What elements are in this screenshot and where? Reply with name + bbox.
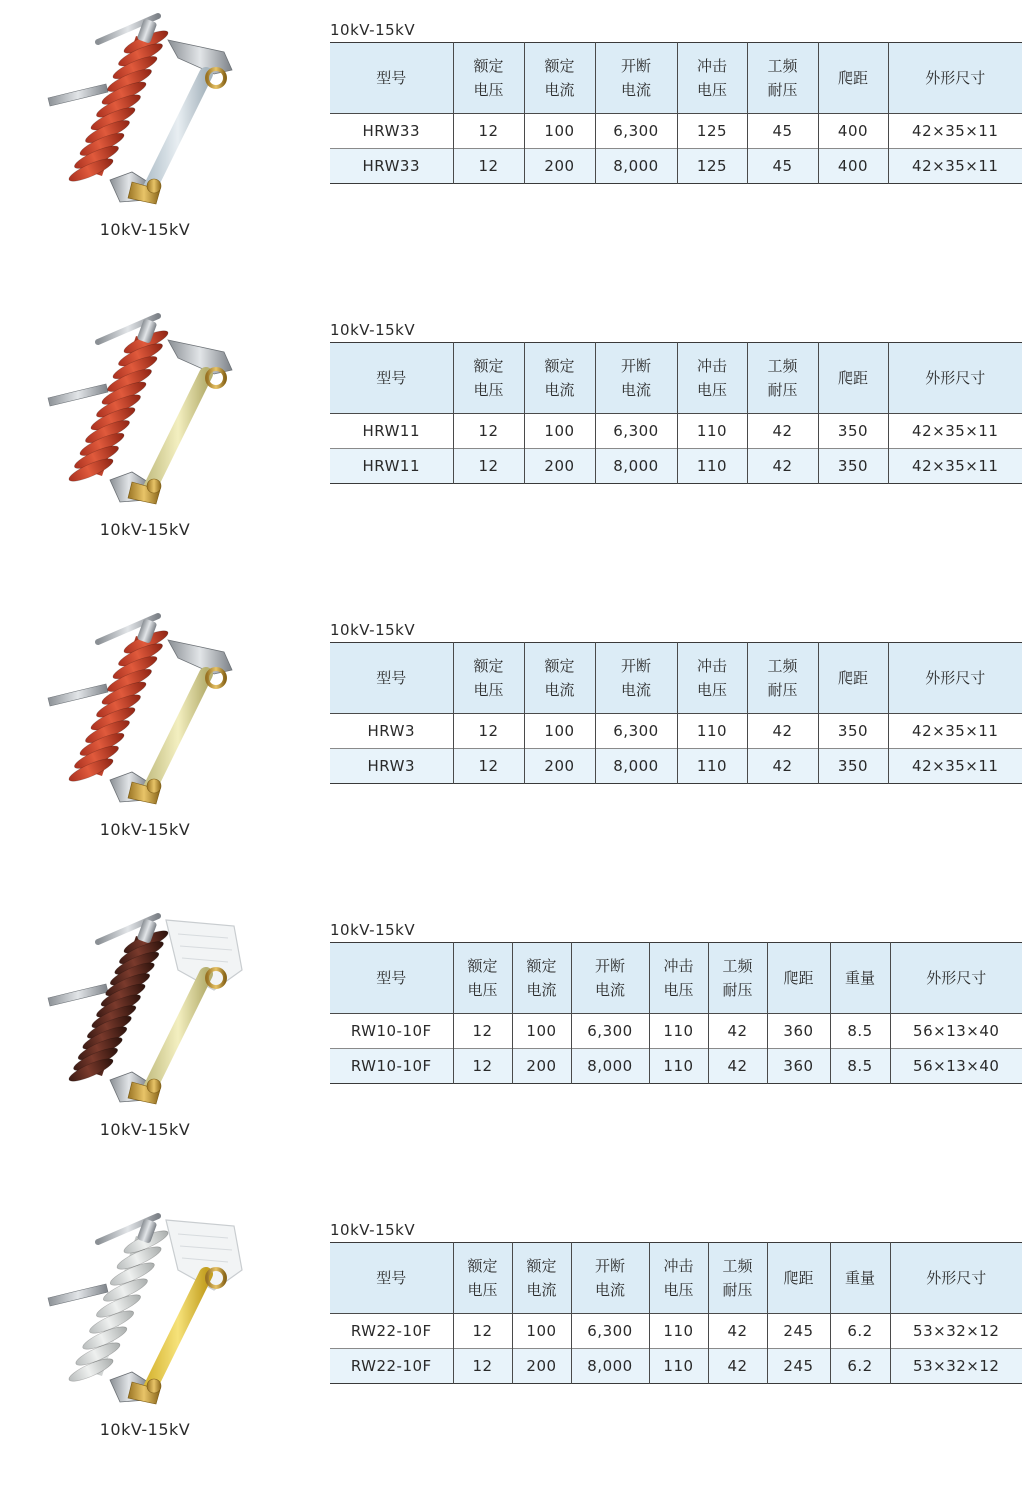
table-row (330, 1014, 1022, 1049)
product-caption: 10kV-15kV (99, 1120, 191, 1139)
column-header (330, 643, 453, 714)
table-cell: 125 (677, 149, 747, 184)
column-header-line: 耐压 (722, 1281, 753, 1299)
white-porcelain-fuse-cutout-image (28, 1212, 268, 1412)
table-cell: 8,000 (571, 1349, 649, 1384)
column-header-line: 外形尺寸 (925, 69, 986, 87)
column-header (767, 943, 830, 1014)
table-cell: 200 (524, 449, 595, 484)
column-header (677, 343, 747, 414)
red-insulator-fuse-cutout-image (28, 312, 268, 512)
column-header-line: 开断 (620, 357, 651, 375)
table-row (330, 1349, 1022, 1384)
column-header-line: 冲击 (696, 357, 727, 375)
product-caption: 10kV-15kV (99, 1420, 191, 1439)
column-header-line: 爬距 (837, 69, 868, 87)
table-cell: 8,000 (595, 149, 677, 184)
column-header (453, 1243, 512, 1314)
column-header (818, 643, 888, 714)
column-header-line: 开断 (594, 957, 625, 975)
table-header-row (330, 43, 1022, 114)
product-section (0, 1200, 1028, 1500)
column-header (524, 643, 595, 714)
table-cell: 100 (524, 114, 595, 149)
table-row (330, 149, 1022, 184)
column-header (330, 943, 453, 1014)
table-cell: 110 (677, 749, 747, 784)
table-row (330, 1049, 1022, 1084)
column-header-line: 型号 (376, 369, 407, 387)
table-cell: 200 (524, 149, 595, 184)
model-cell: HRW3 (330, 714, 453, 749)
column-header (708, 943, 767, 1014)
table-row (330, 1314, 1022, 1349)
product-section (0, 0, 1028, 300)
model-cell: RW22-10F (330, 1349, 453, 1384)
table-cell: 42 (708, 1349, 767, 1384)
table-cell: 42 (708, 1314, 767, 1349)
table-cell: 100 (524, 414, 595, 449)
column-header-line: 耐压 (767, 681, 798, 699)
table-cell: 350 (818, 714, 888, 749)
column-header-line: 额定 (473, 357, 504, 375)
column-header (747, 43, 818, 114)
table-cell: 45 (747, 114, 818, 149)
column-header (571, 1243, 649, 1314)
column-header (888, 343, 1022, 414)
column-header-line: 开断 (594, 1257, 625, 1275)
table-cell: 100 (512, 1014, 571, 1049)
column-header-line: 电压 (696, 381, 727, 399)
table-cell: 45 (747, 149, 818, 184)
spec-block (330, 1220, 1022, 1384)
spec-table (330, 642, 1022, 784)
column-header (888, 43, 1022, 114)
table-cell: 350 (818, 414, 888, 449)
column-header-line: 电压 (473, 681, 504, 699)
column-header-line: 电流 (594, 1281, 625, 1299)
column-header-line: 电流 (620, 681, 651, 699)
column-header (677, 43, 747, 114)
column-header (595, 643, 677, 714)
table-cell: 6,300 (595, 114, 677, 149)
column-header-line: 电流 (544, 81, 575, 99)
column-header (830, 1243, 890, 1314)
column-header (512, 1243, 571, 1314)
table-cell: 42 (747, 449, 818, 484)
product-caption: 10kV-15kV (99, 520, 191, 539)
column-header-line: 额定 (526, 1257, 557, 1275)
table-cell: 12 (453, 1349, 512, 1384)
column-header (330, 1243, 453, 1314)
table-cell: 6,300 (571, 1014, 649, 1049)
column-header (330, 43, 453, 114)
column-header-line: 电流 (544, 381, 575, 399)
spec-block (330, 320, 1022, 484)
column-header-line: 冲击 (663, 1257, 694, 1275)
table-cell: 350 (818, 449, 888, 484)
table-cell: 42 (747, 414, 818, 449)
product-section (0, 300, 1028, 600)
model-cell: HRW11 (330, 414, 453, 449)
column-header-line: 电压 (473, 381, 504, 399)
table-cell: 110 (677, 714, 747, 749)
table-cell: 53×32×12 (890, 1349, 1022, 1384)
table-cell: 360 (767, 1014, 830, 1049)
table-cell: 8.5 (830, 1014, 890, 1049)
red-insulator-fuse-cutout-image (28, 12, 268, 212)
column-header-line: 外形尺寸 (925, 369, 986, 387)
column-header-line: 外形尺寸 (926, 969, 987, 987)
column-header-line: 电流 (594, 981, 625, 999)
table-cell: 110 (649, 1014, 708, 1049)
table-cell: 400 (818, 149, 888, 184)
column-header (595, 43, 677, 114)
column-header (818, 43, 888, 114)
brown-porcelain-fuse-cutout-image (28, 912, 268, 1112)
model-cell: RW10-10F (330, 1014, 453, 1049)
table-cell: 110 (677, 414, 747, 449)
table-cell: 12 (453, 749, 524, 784)
table-cell: 200 (512, 1349, 571, 1384)
column-header (890, 943, 1022, 1014)
spec-table-title: 10kV-15kV (330, 21, 416, 39)
column-header (595, 343, 677, 414)
column-header (453, 343, 524, 414)
spec-block (330, 620, 1022, 784)
column-header-line: 额定 (544, 657, 575, 675)
column-header-line: 爬距 (837, 369, 868, 387)
table-cell: 100 (512, 1314, 571, 1349)
spec-table (330, 342, 1022, 484)
column-header (890, 1243, 1022, 1314)
table-cell: 42 (708, 1014, 767, 1049)
table-cell: 245 (767, 1314, 830, 1349)
column-header-line: 爬距 (783, 1269, 814, 1287)
table-row (330, 114, 1022, 149)
column-header-line: 额定 (544, 57, 575, 75)
model-cell: HRW33 (330, 149, 453, 184)
column-header-line: 电流 (526, 1281, 557, 1299)
column-header-line: 耐压 (722, 981, 753, 999)
table-cell: 8,000 (595, 749, 677, 784)
table-cell: 100 (524, 714, 595, 749)
column-header-line: 额定 (467, 957, 498, 975)
table-cell: 42 (747, 749, 818, 784)
spec-block (330, 920, 1022, 1084)
red-insulator-fuse-cutout-image (28, 612, 268, 812)
column-header-line: 型号 (376, 69, 407, 87)
table-cell: 6,300 (595, 714, 677, 749)
table-row (330, 449, 1022, 484)
model-cell: RW22-10F (330, 1314, 453, 1349)
table-cell: 110 (649, 1349, 708, 1384)
table-cell: 42×35×11 (888, 414, 1022, 449)
column-header-line: 电流 (620, 81, 651, 99)
spec-table (330, 42, 1022, 184)
table-cell: 42×35×11 (888, 749, 1022, 784)
table-cell: 400 (818, 114, 888, 149)
column-header-line: 电流 (544, 681, 575, 699)
table-cell: 53×32×12 (890, 1314, 1022, 1349)
column-header (677, 643, 747, 714)
column-header-line: 外形尺寸 (926, 1269, 987, 1287)
column-header-line: 开断 (620, 657, 651, 675)
column-header (708, 1243, 767, 1314)
table-cell: 8,000 (595, 449, 677, 484)
table-cell: 12 (453, 1049, 512, 1084)
column-header (747, 643, 818, 714)
column-header-line: 冲击 (663, 957, 694, 975)
table-cell: 42 (708, 1049, 767, 1084)
column-header-line: 型号 (376, 969, 407, 987)
table-cell: 12 (453, 714, 524, 749)
table-header-row (330, 343, 1022, 414)
column-header-line: 工频 (767, 57, 798, 75)
column-header-line: 电压 (663, 1281, 694, 1299)
table-cell: 12 (453, 149, 524, 184)
column-header (453, 943, 512, 1014)
table-cell: 42×35×11 (888, 449, 1022, 484)
column-header-line: 外形尺寸 (925, 669, 986, 687)
table-header-row (330, 643, 1022, 714)
column-header-line: 重量 (844, 1269, 875, 1287)
model-cell: HRW11 (330, 449, 453, 484)
column-header-line: 型号 (376, 669, 407, 687)
table-cell: 12 (453, 1314, 512, 1349)
table-cell: 245 (767, 1349, 830, 1384)
column-header (649, 1243, 708, 1314)
table-row (330, 749, 1022, 784)
column-header (649, 943, 708, 1014)
column-header-line: 工频 (767, 357, 798, 375)
table-cell: 200 (524, 749, 595, 784)
column-header-line: 电压 (696, 681, 727, 699)
column-header-line: 电流 (620, 381, 651, 399)
spec-block (330, 20, 1022, 184)
model-cell: HRW3 (330, 749, 453, 784)
product-section (0, 900, 1028, 1200)
column-header (512, 943, 571, 1014)
table-cell: 200 (512, 1049, 571, 1084)
table-header-row (330, 943, 1022, 1014)
product-caption: 10kV-15kV (99, 220, 191, 239)
column-header (888, 643, 1022, 714)
column-header-line: 电流 (526, 981, 557, 999)
column-header (767, 1243, 830, 1314)
column-header-line: 额定 (473, 657, 504, 675)
column-header (830, 943, 890, 1014)
spec-table-title: 10kV-15kV (330, 621, 416, 639)
spec-table-title: 10kV-15kV (330, 1221, 416, 1239)
column-header-line: 电压 (467, 1281, 498, 1299)
product-section (0, 600, 1028, 900)
table-cell: 12 (453, 114, 524, 149)
table-cell: 110 (677, 449, 747, 484)
table-cell: 6,300 (571, 1314, 649, 1349)
column-header-line: 冲击 (696, 657, 727, 675)
table-cell: 6.2 (830, 1314, 890, 1349)
column-header (818, 343, 888, 414)
table-cell: 42×35×11 (888, 149, 1022, 184)
column-header-line: 型号 (376, 1269, 407, 1287)
column-header-line: 爬距 (837, 669, 868, 687)
table-cell: 350 (818, 749, 888, 784)
table-cell: 360 (767, 1049, 830, 1084)
column-header (330, 343, 453, 414)
table-cell: 110 (649, 1314, 708, 1349)
product-caption: 10kV-15kV (99, 820, 191, 839)
column-header-line: 耐压 (767, 381, 798, 399)
model-cell: HRW33 (330, 114, 453, 149)
table-cell: 8,000 (571, 1049, 649, 1084)
table-cell: 110 (649, 1049, 708, 1084)
column-header-line: 电压 (473, 81, 504, 99)
table-cell: 42×35×11 (888, 114, 1022, 149)
column-header-line: 耐压 (767, 81, 798, 99)
column-header-line: 重量 (844, 969, 875, 987)
column-header (453, 43, 524, 114)
column-header-line: 额定 (473, 57, 504, 75)
spec-table (330, 942, 1022, 1084)
table-cell: 42 (747, 714, 818, 749)
table-cell: 12 (453, 1014, 512, 1049)
column-header-line: 额定 (467, 1257, 498, 1275)
column-header-line: 开断 (620, 57, 651, 75)
table-cell: 8.5 (830, 1049, 890, 1084)
spec-table (330, 1242, 1022, 1384)
table-cell: 56×13×40 (890, 1049, 1022, 1084)
column-header (571, 943, 649, 1014)
column-header-line: 冲击 (696, 57, 727, 75)
column-header-line: 工频 (722, 957, 753, 975)
table-cell: 56×13×40 (890, 1014, 1022, 1049)
table-row (330, 714, 1022, 749)
table-cell: 6.2 (830, 1349, 890, 1384)
table-cell: 6,300 (595, 414, 677, 449)
column-header-line: 额定 (526, 957, 557, 975)
table-row (330, 414, 1022, 449)
column-header-line: 电压 (696, 81, 727, 99)
spec-table-title: 10kV-15kV (330, 921, 416, 939)
table-cell: 12 (453, 449, 524, 484)
column-header (524, 343, 595, 414)
column-header-line: 额定 (544, 357, 575, 375)
table-cell: 125 (677, 114, 747, 149)
column-header (747, 343, 818, 414)
model-cell: RW10-10F (330, 1049, 453, 1084)
column-header (524, 43, 595, 114)
table-header-row (330, 1243, 1022, 1314)
table-cell: 42×35×11 (888, 714, 1022, 749)
spec-table-title: 10kV-15kV (330, 321, 416, 339)
column-header-line: 爬距 (783, 969, 814, 987)
column-header (453, 643, 524, 714)
column-header-line: 电压 (663, 981, 694, 999)
column-header-line: 电压 (467, 981, 498, 999)
column-header-line: 工频 (767, 657, 798, 675)
table-cell: 12 (453, 414, 524, 449)
column-header-line: 工频 (722, 1257, 753, 1275)
